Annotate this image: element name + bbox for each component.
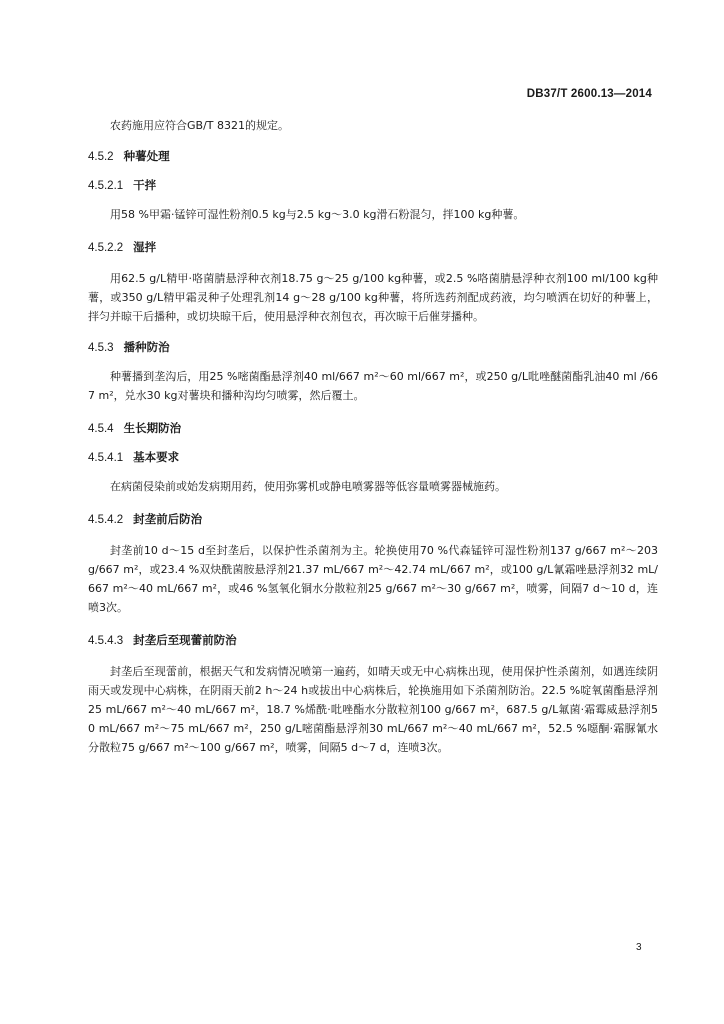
section-heading	[88, 338, 658, 357]
section-title: 播种防治	[123, 340, 170, 354]
page-number: 3	[636, 942, 642, 953]
document-body	[88, 112, 658, 757]
section-number: 4.5.4.1	[88, 452, 124, 464]
section-heading	[88, 631, 658, 650]
section-title: 干拌	[133, 178, 157, 192]
section-number: 4.5.4.2	[88, 514, 124, 526]
section-heading	[88, 176, 658, 195]
paragraph: 封垄前10 d～15 d至封垄后，以保护性杀菌剂为主。轮换使用70 %代森锰锌可湿性粉剂137 g/667 m²～203 g/667 m²，或23.4 %双炔酰菌胺悬浮剂21.37 mL/667 m²～42.74 mL/667 m²，或100 g/L氰霜唑悬浮剂32 mL/667 m²～40 mL/667 m²，或46 %氢氧化铜水分散粒剂25 g/667 m²～30 g/667 m²，喷雾，间隔7 d～10 d，连喷3次。	[88, 544, 658, 614]
paragraph: 用62.5 g/L精甲·咯菌腈悬浮种衣剂18.75 g～25 g/100 kg种薯，或2.5 %咯菌腈悬浮种衣剂100 ml/100 kg种薯，或350 g/L精甲霜灵种子处理乳剂14 g～28 g/100 kg种薯，将所选药剂配成药液，均匀喷洒在切好的种薯上，拌匀并晾干后播种，或切块晾干后，使用悬浮种衣剂包衣，再次晾干后催芽播种。	[88, 272, 658, 323]
paragraph: 用58 %甲霜·锰锌可湿性粉剂0.5 kg与2.5 kg～3.0 kg滑石粉混匀，拌100 kg种薯。	[110, 208, 525, 221]
section-heading	[88, 510, 658, 529]
section-title: 封垄后至现蕾前防治	[133, 633, 237, 647]
section-number: 4.5.4.3	[88, 635, 124, 647]
section-number: 4.5.2	[88, 151, 114, 163]
section-title: 基本要求	[133, 450, 180, 464]
section-title: 封垄前后防治	[133, 512, 203, 526]
paragraph: 种薯播到垄沟后，用25 %嘧菌酯悬浮剂40 ml/667 m²～60 ml/667 m²，或250 g/L吡唑醚菌酯乳油40 ml /667 m²，兑水30 kg对薯块和播种沟均匀喷雾，然后覆土。	[88, 370, 658, 402]
section-title: 湿拌	[133, 240, 157, 254]
section-number: 4.5.2.2	[88, 242, 124, 254]
document-code-header: DB37/T 2600.13—2014	[526, 88, 652, 100]
section-number: 4.5.4	[88, 423, 114, 435]
section-heading	[88, 448, 658, 467]
paragraph: 封垄后至现蕾前，根据天气和发病情况喷第一遍药，如晴天或无中心病株出现，使用保护性杀菌剂，如遇连续阴雨天或发现中心病株，在阴雨天前2 h～24 h或拔出中心病株后，轮换施用如下杀菌剂防治。22.5 %啶氧菌酯悬浮剂25 mL/667 m²～40 mL/667 m²，18.7 %烯酰·吡唑酯水分散粒剂100 g/667 m²，687.5 g/L氟菌·霜霉威悬浮剂50 mL/667 m²～75 mL/667 m²，250 g/L嘧菌酯悬浮剂30 mL/667 m²～40 mL/667 m²，52.5 %噁酮·霜脲氰水分散粒75 g/667 m²～100 g/667 m²，喷雾，间隔5 d～7 d，连喷3次。	[88, 665, 658, 754]
section-title: 生长期防治	[123, 421, 182, 435]
section-number: 4.5.2.1	[88, 180, 124, 192]
section-title: 种薯处理	[123, 149, 170, 163]
section-heading	[88, 419, 658, 438]
section-heading	[88, 238, 658, 257]
paragraph: 农药施用应符合GB/T 8321的规定。	[110, 119, 289, 132]
paragraph: 在病菌侵染前或始发病期用药，使用弥雾机或静电喷雾器等低容量喷雾器械施药。	[110, 480, 506, 493]
section-heading	[88, 147, 658, 166]
section-number: 4.5.3	[88, 342, 114, 354]
